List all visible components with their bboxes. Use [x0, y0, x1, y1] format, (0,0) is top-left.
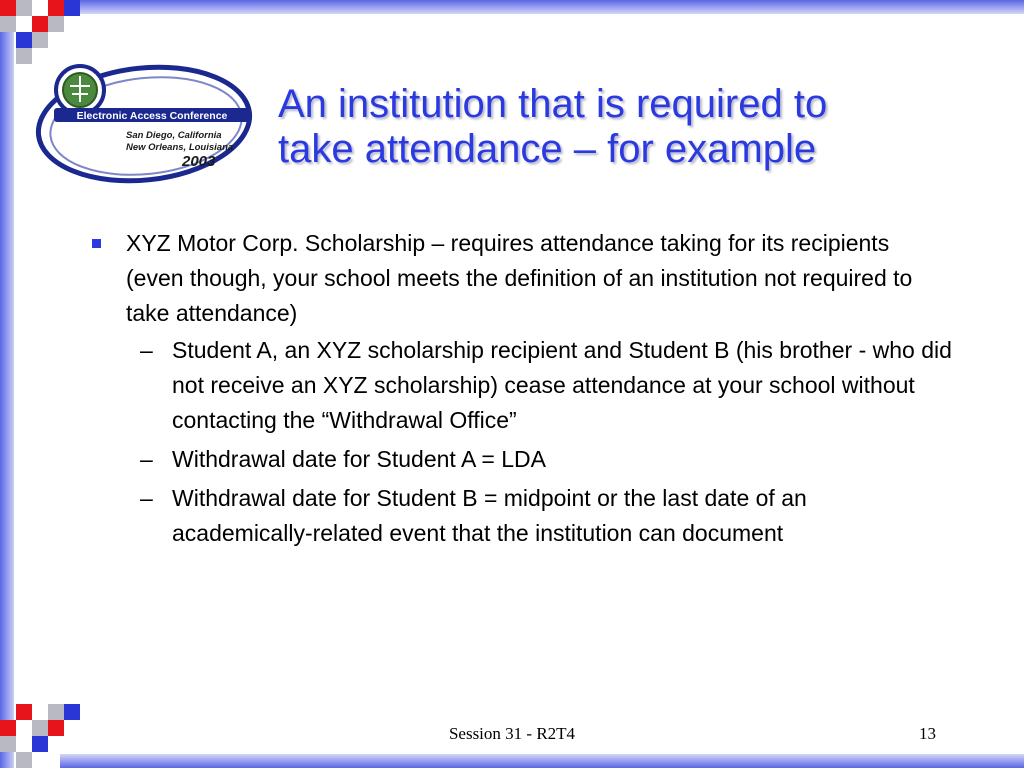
- slide-title-line-1: An institution that is required to: [278, 82, 828, 126]
- logo-year: 2003: [182, 153, 216, 170]
- sub-bullet-text: Student A, an XYZ scholarship recipient and Student B (his brother - who did not receive an XYZ scholarship) cease attendance at your school without contacting the “Withdrawal Office”: [172, 337, 952, 433]
- conference-logo: [34, 62, 254, 188]
- top-gradient-bar: [60, 0, 1024, 14]
- dash-bullet-icon: –: [140, 337, 153, 363]
- logo-line-1: San Diego, California: [126, 130, 222, 141]
- footer-session-label: Session 31 - R2T4: [448, 724, 576, 743]
- footer-page-number: 13: [919, 724, 936, 743]
- slide-body: [92, 226, 952, 555]
- logo-banner-text: Electronic Access Conference: [76, 110, 228, 122]
- top-left-checker-decoration: [0, 0, 80, 64]
- slide-title: [278, 82, 998, 172]
- dash-bullet-icon: –: [140, 446, 153, 472]
- list-item: [92, 481, 952, 551]
- sub-bullet-text: Withdrawal date for Student B = midpoint or the last date of an academically-related event that the institution can document: [172, 485, 807, 546]
- bottom-gradient-bar: [60, 754, 1024, 768]
- square-bullet-icon: [92, 239, 101, 248]
- main-bullet-text: XYZ Motor Corp. Scholarship – requires attendance taking for its recipients (even though, your school meets the definition of an institution not required to take attendance): [126, 230, 913, 326]
- main-bullet: [92, 226, 952, 331]
- sub-bullet-text: Withdrawal date for Student A = LDA: [172, 446, 546, 472]
- list-item: [92, 442, 952, 477]
- list-item: [92, 333, 952, 438]
- slide-title-line-2: take attendance – for example: [278, 127, 817, 171]
- left-gradient-bar: [0, 0, 14, 768]
- dash-bullet-icon: –: [140, 485, 153, 511]
- logo-line-2: New Orleans, Louisiana: [126, 142, 234, 153]
- bottom-left-checker-decoration: [0, 704, 80, 768]
- sub-bullet-list: [92, 333, 952, 551]
